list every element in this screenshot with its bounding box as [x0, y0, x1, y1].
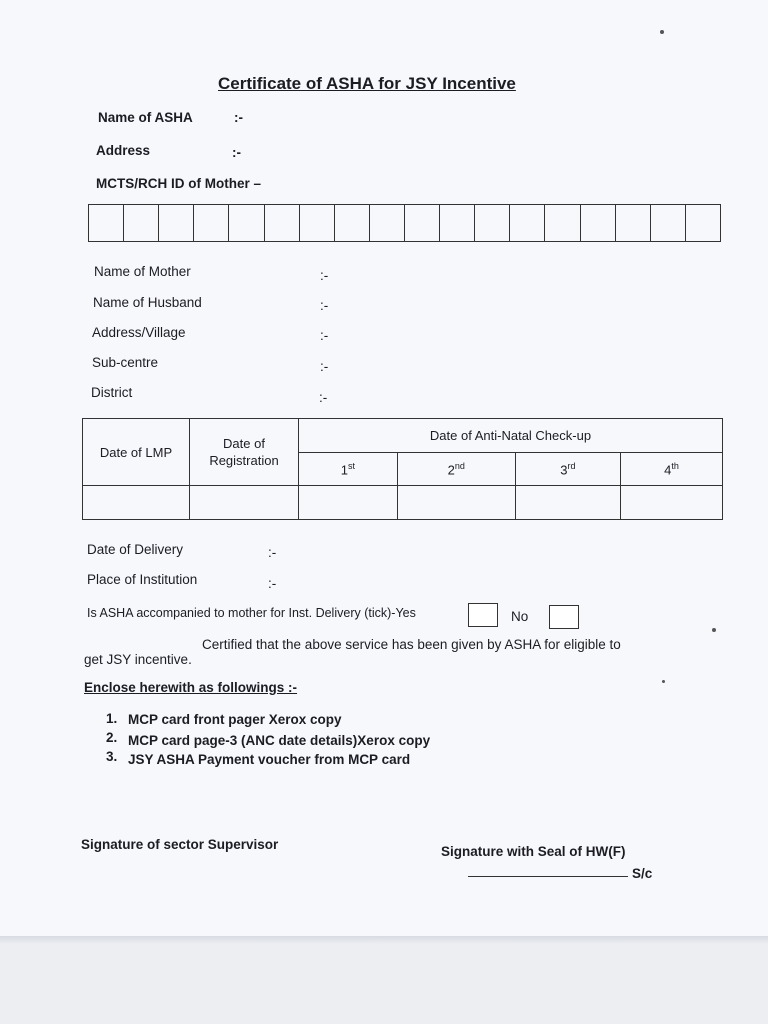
registration-cell[interactable] [190, 486, 299, 520]
enclosure-3-num: 3. [106, 749, 118, 764]
hw-signature-label: Signature with Seal of HW(F) [441, 844, 626, 859]
district-separator: :- [319, 390, 328, 405]
checkup-2-header: 2nd [397, 453, 515, 486]
certification-line1: Certified that the above service has been given by ASHA for eligible to [202, 637, 621, 652]
asha-name-separator: :- [234, 110, 243, 125]
mcts-id-box[interactable] [265, 205, 300, 241]
anc-checkup-header: Date of Anti-Natal Check-up [299, 419, 723, 453]
page-title: Certificate of ASHA for JSY Incentive [218, 74, 516, 93]
asha-address-separator: :- [232, 145, 241, 160]
sheet-edge [0, 936, 768, 944]
husband-name-label: Name of Husband [93, 295, 202, 310]
mcts-id-box[interactable] [510, 205, 545, 241]
mcts-id-box[interactable] [475, 205, 510, 241]
mcts-id-box[interactable] [300, 205, 335, 241]
mcts-id-box[interactable] [545, 205, 580, 241]
mcts-id-box[interactable] [335, 205, 370, 241]
mcts-id-box[interactable] [581, 205, 616, 241]
sub-centre-separator: :- [320, 359, 329, 374]
institution-label: Place of Institution [87, 572, 198, 587]
sc-label: S/c [632, 866, 653, 881]
paper-speck [712, 628, 716, 632]
lmp-header: Date of LMP [83, 419, 190, 486]
enclosure-2-text: MCP card page-3 (ANC date details)Xerox copy [128, 733, 431, 748]
mcts-id-box[interactable] [440, 205, 475, 241]
checkup-1-cell[interactable] [299, 486, 398, 520]
checkup-2-cell[interactable] [397, 486, 515, 520]
district-label: District [91, 385, 133, 400]
mcts-id-box[interactable] [229, 205, 264, 241]
yes-checkbox[interactable] [468, 603, 498, 627]
checkup-3-header: 3rd [515, 453, 620, 486]
enclosures-heading: Enclose herewith as followings :- [84, 680, 298, 695]
no-label: No [511, 609, 529, 624]
enclosure-2-num: 2. [106, 730, 118, 745]
lmp-cell[interactable] [83, 486, 190, 520]
mother-name-label: Name of Mother [94, 264, 191, 279]
checkup-4-cell[interactable] [621, 486, 723, 520]
mcts-id-label: MCTS/RCH ID of Mother – [96, 176, 261, 191]
mcts-id-box[interactable] [370, 205, 405, 241]
supervisor-signature-label: Signature of sector Supervisor [81, 837, 279, 852]
signature-line [468, 876, 628, 877]
mcts-id-boxes[interactable] [88, 204, 721, 242]
registration-header [190, 419, 299, 486]
paper-speck [660, 30, 664, 34]
delivery-date-label: Date of Delivery [87, 542, 184, 557]
institution-separator: :- [268, 576, 277, 591]
checkup-1-header: 1st [299, 453, 398, 486]
enclosure-1-num: 1. [106, 711, 118, 726]
delivery-date-separator: :- [268, 545, 277, 560]
mcts-id-box[interactable] [124, 205, 159, 241]
address-village-label: Address/Village [92, 325, 186, 340]
asha-name-label: Name of ASHA [98, 110, 193, 125]
registration-header-line1: Date of [223, 436, 265, 451]
asha-address-label: Address [96, 143, 151, 158]
address-village-separator: :- [320, 328, 329, 343]
no-checkbox[interactable] [549, 605, 579, 629]
paper-speck [662, 680, 665, 683]
husband-name-separator: :- [320, 298, 329, 313]
mcts-id-box[interactable] [194, 205, 229, 241]
mother-name-separator: :- [320, 268, 329, 283]
mcts-id-box[interactable] [89, 205, 124, 241]
mcts-id-box[interactable] [405, 205, 440, 241]
checkup-3-cell[interactable] [515, 486, 620, 520]
enclosure-3-text: JSY ASHA Payment voucher from MCP card [128, 752, 411, 767]
checkup-4-header: 4th [621, 453, 723, 486]
mcts-id-box[interactable] [686, 205, 720, 241]
mcts-id-box[interactable] [616, 205, 651, 241]
mcts-id-box[interactable] [159, 205, 194, 241]
sub-centre-label: Sub-centre [92, 355, 159, 370]
registration-header-line2: Registration [209, 453, 279, 468]
anc-table [82, 418, 723, 520]
enclosure-1-text: MCP card front pager Xerox copy [128, 712, 342, 727]
accompanied-question: Is ASHA accompanied to mother for Inst. Delivery (tick)-Yes [87, 606, 416, 620]
certification-line2: get JSY incentive. [84, 652, 192, 667]
mcts-id-box[interactable] [651, 205, 686, 241]
